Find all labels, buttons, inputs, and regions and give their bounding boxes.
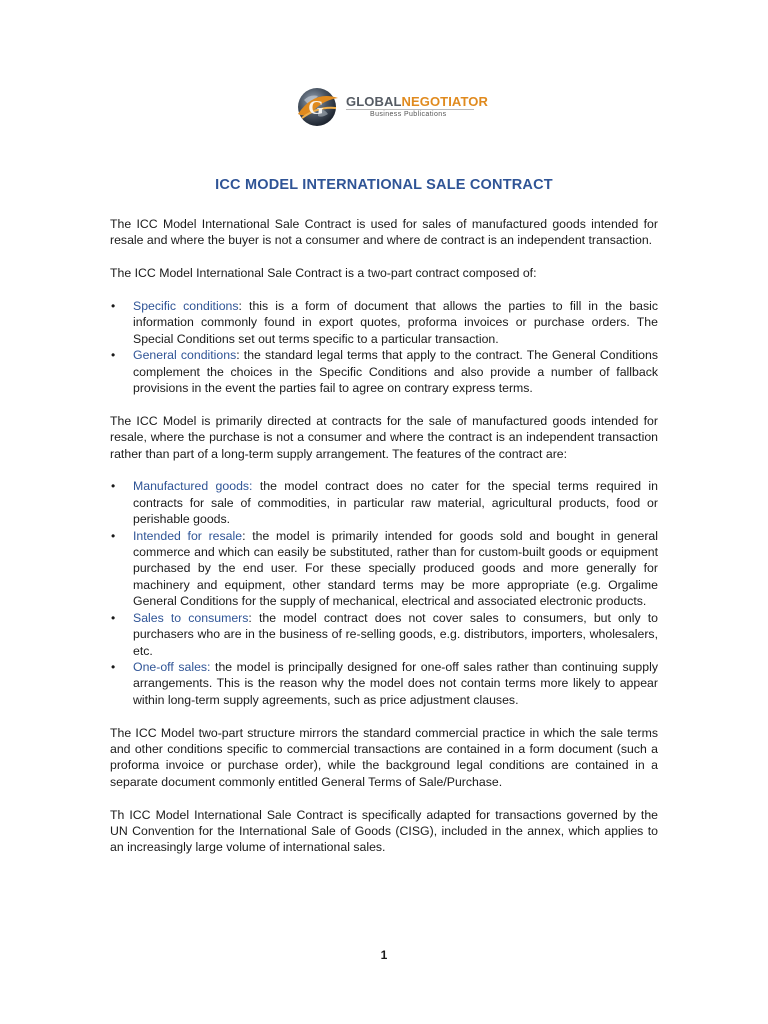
svg-text:G: G [308, 97, 324, 119]
logo-brand-part2: NEGOTIATOR [401, 94, 488, 109]
term-label: General conditions [133, 348, 237, 363]
document-title: ICC MODEL INTERNATIONAL SALE CONTRACT [215, 177, 553, 193]
term-description: : the model contract does not cover sales to consumers, but only to purchasers who are in the business of re-selling goods, e.g. distributors, importers, wholesalers, etc. [133, 610, 658, 658]
term-label: Specific conditions [133, 299, 239, 313]
bullet-icon: • [111, 348, 116, 363]
page-number: 1 [380, 948, 388, 962]
logo-brand-name [346, 94, 488, 109]
two-part-paragraph: The ICC Model International Sale Contract is a two-part contract composed of: [110, 266, 537, 281]
term-description: : the standard legal terms that apply to the contract. The General Conditions complement the choices in the Specific Conditions and also provide a number of fallback provisions in the event the parties fail to agree on contrary express terms. [133, 348, 658, 396]
features-paragraph: The ICC Model is primarily directed at contracts for the sale of manufactured goods intended for resale, where the purchase is not a consumer and where the contract is an independent transaction rather than part of a long-term supply arrangement. The features of the contract are: [110, 413, 658, 461]
term-description: : this is a form of document that allows the parties to fill in the basic information commonly found in export quotes, proforma invoices or purchase orders. The Special Conditions set out terms specific to a particular transaction. [133, 299, 658, 346]
logo-divider [346, 109, 474, 110]
list-item [110, 478, 658, 527]
list-item [110, 659, 658, 708]
term-label: Intended for resale [133, 528, 243, 543]
term-description: the model contract does no cater for the special terms required in contracts for sale of commodities, in particular raw material, agricultural products, food or perishable goods. [133, 479, 658, 527]
document-body [110, 216, 658, 872]
bullet-icon: • [111, 610, 116, 625]
logo-subtitle: Business Publications [370, 111, 447, 118]
bullet-icon: • [111, 299, 116, 313]
term-label: Manufactured goods: [133, 479, 253, 494]
list-item [110, 528, 658, 610]
bullet-icon: • [111, 479, 116, 494]
logo-brand-part1: GLOBAL [346, 94, 402, 109]
term-description: : the model is primarily intended for goods sold and bought in general commerce and which can easily be substituted, rather than for custom-built goods or equipment purchased by the end user. For these specially produced goods and more generally for machinery and equipment, other standard terms may be more appropriate (e.g. Orgalime General Conditions for the supply of mechanical, electrical and associated electronic products. [133, 528, 659, 609]
bullet-icon: • [111, 528, 116, 543]
global-negotiator-logo [292, 84, 492, 134]
parts-list [110, 298, 658, 396]
term-label: Sales to consumers [133, 610, 249, 625]
structure-paragraph: The ICC Model two-part structure mirrors the standard commercial practice in which the sale terms and other conditions specific to commercial transactions are contained in a form document (such a proforma invoice or purchase order), while the background legal conditions are contained in a separate document commonly entitled General Terms of Sale/Purchase. [110, 725, 658, 789]
term-label: One-off sales: [133, 659, 211, 674]
cisg-paragraph: Th ICC Model International Sale Contract is specifically adapted for transactions governed by the UN Convention for the International Sale of Goods (CISG), included in the annex, which applies to an increasingly large volume of international sales. [110, 807, 658, 855]
term-description: the model is principally designed for one-off sales rather than continuing supply arrangements. This is the reason why the model does not contain terms more likely to appear within long-term supply agreements, such as price adjustment clauses. [133, 659, 658, 707]
list-item [110, 298, 658, 347]
list-item [110, 347, 658, 396]
globe-logo-icon [294, 84, 340, 130]
features-list [110, 478, 658, 708]
intro-paragraph: The ICC Model International Sale Contract is used for sales of manufactured goods intended for resale and where the buyer is not a consumer and where de contract is an independent transaction. [110, 217, 658, 248]
list-item [110, 610, 658, 659]
bullet-icon: • [111, 659, 116, 674]
